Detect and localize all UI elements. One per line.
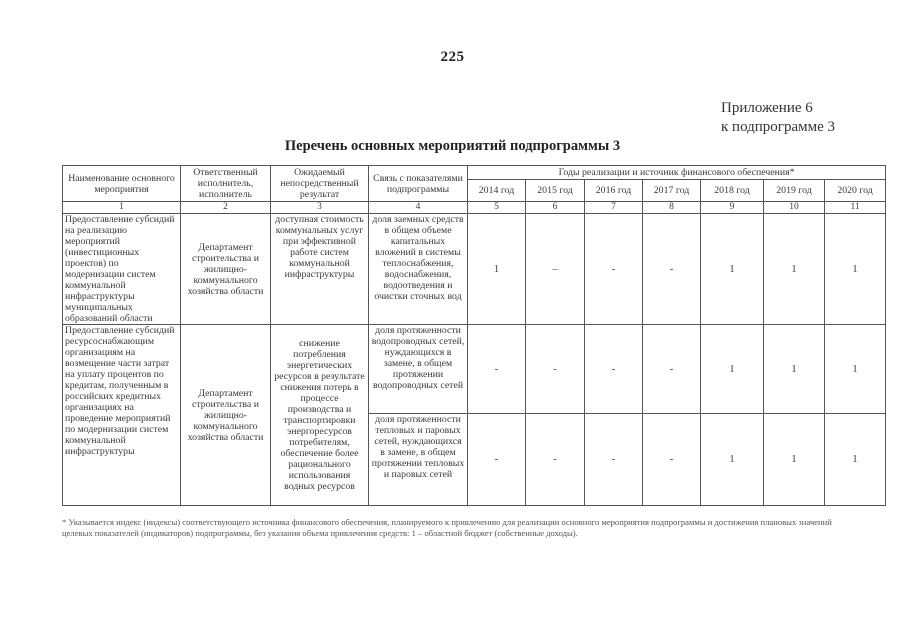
funding-mark: - (643, 214, 701, 325)
header-year: 2015 год (526, 180, 585, 202)
header-year: 2014 год (468, 180, 526, 202)
header-executor: Ответственный исполнитель, исполнитель (181, 166, 271, 202)
column-number: 9 (701, 202, 764, 214)
funding-mark: 1 (701, 214, 764, 325)
header-year: 2019 год (764, 180, 825, 202)
funding-mark: - (526, 414, 585, 506)
column-number: 3 (271, 202, 369, 214)
header-years-group: Годы реализации и источник финансового обеспечения* (468, 166, 886, 180)
measure-name: Предоставление субсидий на реализацию мероприятий (инвестиционных проектов) по модернизации систем коммунальной инфраструктуры муниципальных образований области (63, 214, 181, 325)
footnote: * Указывается индекс (индексы) соответствующего источника финансового обеспечения, планируемого к привлечению для реализации основного мероприятия подпрограммы и достижения плановых значений целевых показателей (индикаторов) подпрограммы, без указания объема привлечения средств: 1 – областной бюджет (собственные доходы). (62, 517, 832, 538)
measure-indicator-link: доля протяженности тепловых и паровых сетей, нуждающихся в замене, в общем протяжении тепловых и паровых сетей (369, 414, 468, 506)
funding-mark: - (526, 325, 585, 414)
funding-mark: - (585, 214, 643, 325)
column-number: 10 (764, 202, 825, 214)
header-year: 2017 год (643, 180, 701, 202)
measure-indicator-link: доля заемных средств в общем объеме капитальных вложений в системы теплоснабжения, водоснабжения, водоотведения и очистки сточных вод (369, 214, 468, 325)
page-number: 225 (440, 49, 465, 65)
appendix-caption (721, 99, 835, 137)
column-number: 6 (526, 202, 585, 214)
table-row (63, 325, 886, 414)
funding-mark: 1 (825, 414, 886, 506)
column-number: 5 (468, 202, 526, 214)
table-row (63, 214, 886, 325)
funding-mark: - (643, 414, 701, 506)
funding-mark: 1 (764, 325, 825, 414)
funding-mark: 1 (701, 414, 764, 506)
funding-mark: 1 (468, 214, 526, 325)
funding-mark: 1 (701, 325, 764, 414)
measure-result: доступная стоимость коммунальных услуг при эффективной работе систем коммунальной инфраструктуры (271, 214, 369, 325)
measure-name: Предоставление субсидий ресурсоснабжающим организациям на возмещение части затрат на уплату процентов по кредитам, полученным в российских кредитных организациях на проведение мероприятий по модернизации систем коммунальной инфраструктуры (63, 325, 181, 506)
funding-mark: 1 (825, 214, 886, 325)
header-row (63, 166, 886, 180)
document-title: Перечень основных мероприятий подпрограммы 3 (284, 138, 621, 154)
measure-result: снижение потребления энергетических ресурсов в результате снижения потерь в процессе производства и транспортировки энергоресурсов потребителям, обеспечение более рационального использования водных ресурсов (271, 325, 369, 506)
column-number: 2 (181, 202, 271, 214)
column-number: 4 (369, 202, 468, 214)
funding-mark: 1 (764, 414, 825, 506)
funding-mark: 1 (825, 325, 886, 414)
funding-mark: - (585, 414, 643, 506)
column-number: 1 (63, 202, 181, 214)
header-name: Наименование основного мероприятия (63, 166, 181, 202)
funding-mark: - (468, 414, 526, 506)
header-year: 2016 год (585, 180, 643, 202)
column-number: 11 (825, 202, 886, 214)
funding-mark: – (526, 214, 585, 325)
funding-mark: - (585, 325, 643, 414)
header-link: Связь с показателями подпрограммы (369, 166, 468, 202)
appendix-line-2: к подпрограмме 3 (721, 119, 835, 135)
header-year: 2018 год (701, 180, 764, 202)
column-number: 8 (643, 202, 701, 214)
appendix-line-1: Приложение 6 (721, 100, 813, 116)
funding-mark: - (468, 325, 526, 414)
funding-mark: 1 (764, 214, 825, 325)
measure-indicator-link: доля протяженности водопроводных сетей, нуждающихся в замене, в общем протяжении водопроводных сетей (369, 325, 468, 414)
column-number-row (63, 202, 886, 214)
column-number: 7 (585, 202, 643, 214)
measures-table (62, 165, 886, 506)
measure-executor: Департамент строительства и жилищно-коммунального хозяйства области (181, 325, 271, 506)
funding-mark: - (643, 325, 701, 414)
header-year: 2020 год (825, 180, 886, 202)
header-result: Ожидаемый непосредственный результат (271, 166, 369, 202)
measure-executor: Департамент строительства и жилищно-коммунального хозяйства области (181, 214, 271, 325)
